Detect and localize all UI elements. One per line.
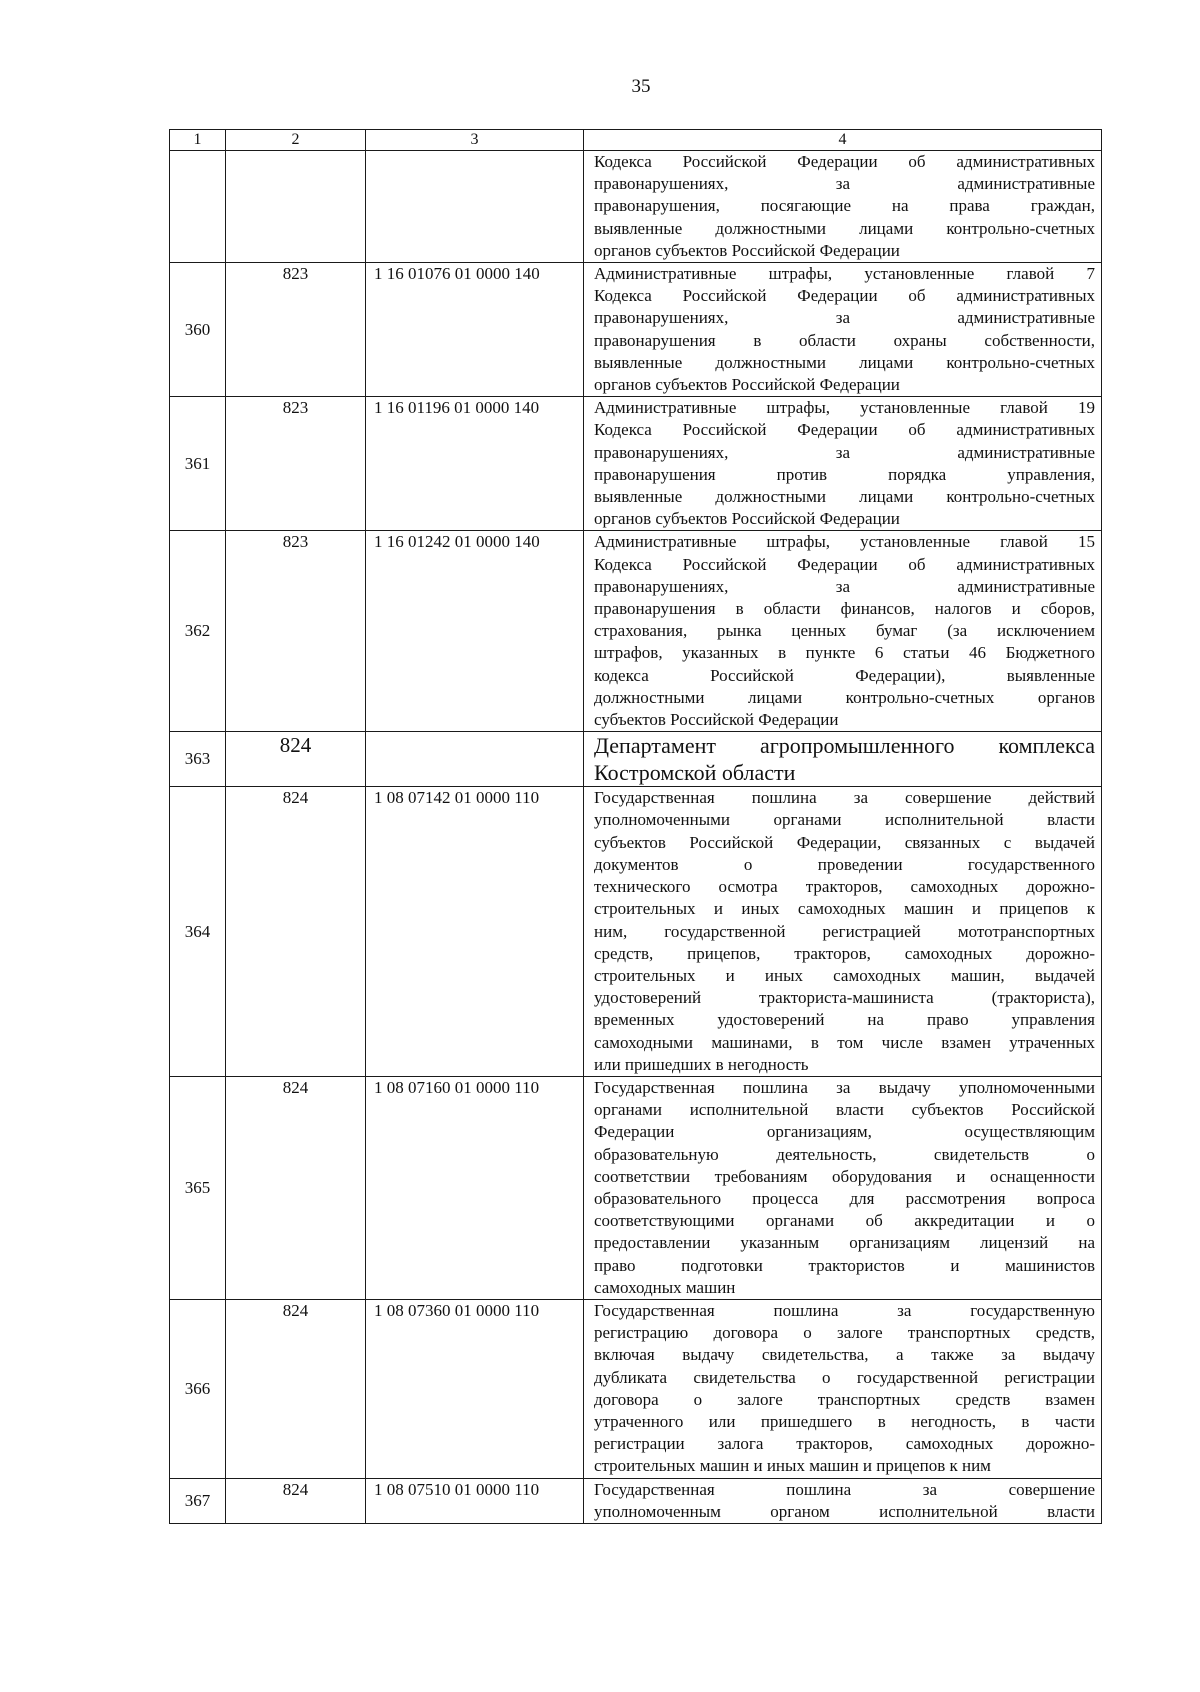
description-line: включая выдачу свидетельства, а также за выдачу <box>594 1345 1095 1365</box>
table-row <box>170 151 1102 263</box>
income-description <box>584 787 1102 1077</box>
description-line: ним, государственной регистрацией мототранспортных <box>594 921 1095 941</box>
row-number: 363 <box>170 732 226 787</box>
description-line: выявленные должностными лицами контрольно-счетных <box>594 352 1095 372</box>
table-row <box>170 531 1102 732</box>
description-line: предоставлении указанным организациям лицензий на <box>594 1233 1095 1253</box>
administrator-code: 824 <box>226 732 366 787</box>
description-line: правонарушениях, за административные <box>594 576 1095 596</box>
column-header: 4 <box>584 130 1102 151</box>
description-line: Департамент агропромышленного комплекса <box>594 733 1095 759</box>
description-line: технического осмотра тракторов, самоходных дорожно- <box>594 877 1095 897</box>
page-number: 35 <box>631 76 651 97</box>
column-header: 3 <box>366 130 584 151</box>
administrator-code: 823 <box>226 397 366 531</box>
description-line: Государственная пошлина за совершение действий <box>594 788 1095 808</box>
description-line: уполномоченными органами исполнительной власти <box>594 810 1095 830</box>
income-description <box>584 1478 1102 1523</box>
row-number: 362 <box>170 531 226 732</box>
description-line: правонарушения в области охраны собственности, <box>594 330 1095 350</box>
description-line: Федерации организациям, осуществляющим <box>594 1122 1095 1142</box>
description-line: или пришедших в негодность <box>594 1054 809 1074</box>
row-number <box>170 151 226 263</box>
income-description <box>584 397 1102 531</box>
table-header-row <box>170 130 1102 151</box>
description-line: органов субъектов Российской Федерации <box>594 375 900 395</box>
description-line: договора о залоге транспортных средств взамен <box>594 1389 1095 1409</box>
description-line: Кодекса Российской Федерации об административных <box>594 554 1095 574</box>
table-row <box>170 1299 1102 1478</box>
description-line: должностными лицами контрольно-счетных органов <box>594 687 1095 707</box>
income-description <box>584 1299 1102 1478</box>
income-description <box>584 1076 1102 1299</box>
description-line: соответствующими органами об аккредитации и о <box>594 1211 1095 1231</box>
budget-classification-code: 1 16 01242 01 0000 140 <box>366 531 584 732</box>
budget-classification-code: 1 16 01196 01 0000 140 <box>366 397 584 531</box>
description-line: Государственная пошлина за совершение <box>594 1479 1095 1499</box>
table-row <box>170 787 1102 1077</box>
income-description <box>584 151 1102 263</box>
description-line: Административные штрафы, установленные главой 19 <box>594 398 1095 418</box>
column-header: 2 <box>226 130 366 151</box>
table-row <box>170 263 1102 397</box>
table-row <box>170 397 1102 531</box>
column-header: 1 <box>170 130 226 151</box>
table-row <box>170 732 1102 787</box>
description-line: строительных и иных самоходных машин, выдачей <box>594 965 1095 985</box>
description-line: правонарушениях, за административные <box>594 442 1095 462</box>
description-line: правонарушениях, за административные <box>594 174 1095 194</box>
description-line: соответствии требованиям оборудования и оснащенности <box>594 1166 1095 1186</box>
row-number: 364 <box>170 787 226 1077</box>
description-line: право подготовки трактористов и машинистов <box>594 1255 1095 1275</box>
budget-classification-code <box>366 732 584 787</box>
description-line: Государственная пошлина за выдачу уполномоченными <box>594 1077 1095 1097</box>
income-description <box>584 531 1102 732</box>
description-line: временных удостоверений на право управления <box>594 1010 1095 1030</box>
row-number: 360 <box>170 263 226 397</box>
description-line: правонарушения против порядка управления, <box>594 464 1095 484</box>
description-line: кодекса Российской Федерации), выявленные <box>594 665 1095 685</box>
description-line: Государственная пошлина за государственную <box>594 1300 1095 1320</box>
description-line: утраченного или пришедшего в негодность, в части <box>594 1411 1095 1431</box>
administrator-code: 823 <box>226 531 366 732</box>
description-line: органов субъектов Российской Федерации <box>594 240 900 260</box>
description-line: выявленные должностными лицами контрольно-счетных <box>594 218 1095 238</box>
budget-classification-code: 1 08 07142 01 0000 110 <box>366 787 584 1077</box>
description-line: средств, прицепов, тракторов, самоходных дорожно- <box>594 943 1095 963</box>
description-line: выявленные должностными лицами контрольно-счетных <box>594 487 1095 507</box>
administrator-code: 824 <box>226 787 366 1077</box>
row-number: 366 <box>170 1299 226 1478</box>
row-number: 365 <box>170 1076 226 1299</box>
description-line: самоходными машинами, в том числе взамен утраченных <box>594 1032 1095 1052</box>
description-line: строительных и иных самоходных машин и прицепов к <box>594 899 1095 919</box>
description-line: регистрации залога тракторов, самоходных дорожно- <box>594 1434 1095 1454</box>
description-line: Кодекса Российской Федерации об административных <box>594 286 1095 306</box>
row-number: 361 <box>170 397 226 531</box>
description-line: правонарушениях, за административные <box>594 308 1095 328</box>
row-number: 367 <box>170 1478 226 1523</box>
description-line: удостоверений тракториста-машиниста (тракториста), <box>594 988 1095 1008</box>
administrator-code: 824 <box>226 1076 366 1299</box>
description-line: уполномоченным органом исполнительной власти <box>594 1501 1095 1521</box>
description-line: строительных машин и иных машин и прицепов к ним <box>594 1456 991 1476</box>
description-line: регистрацию договора о залоге транспортных средств, <box>594 1323 1095 1343</box>
budget-codes-table <box>169 129 1102 1524</box>
description-line: Административные штрафы, установленные главой 15 <box>594 532 1095 552</box>
description-line: дубликата свидетельства о государственной регистрации <box>594 1367 1095 1387</box>
description-line: органами исполнительной власти субъектов Российской <box>594 1100 1095 1120</box>
budget-classification-code <box>366 151 584 263</box>
description-line: Костромской области <box>594 760 796 786</box>
description-line: документов о проведении государственного <box>594 854 1095 874</box>
description-line: субъектов Российской Федерации <box>594 710 839 730</box>
description-line: субъектов Российской Федерации, связанных с выдачей <box>594 832 1095 852</box>
description-line: правонарушения в области финансов, налогов и сборов, <box>594 599 1095 619</box>
description-line: органов субъектов Российской Федерации <box>594 509 900 529</box>
budget-classification-code: 1 08 07510 01 0000 110 <box>366 1478 584 1523</box>
description-line: образовательного процесса для рассмотрения вопроса <box>594 1188 1095 1208</box>
budget-classification-code: 1 08 07360 01 0000 110 <box>366 1299 584 1478</box>
budget-classification-code: 1 08 07160 01 0000 110 <box>366 1076 584 1299</box>
description-line: образовательную деятельность, свидетельств о <box>594 1144 1095 1164</box>
administrator-code: 824 <box>226 1478 366 1523</box>
description-line: страхования, рынка ценных бумаг (за исключением <box>594 621 1095 641</box>
administrator-code: 823 <box>226 263 366 397</box>
table-row <box>170 1478 1102 1523</box>
description-line: правонарушения, посягающие на права граждан, <box>594 196 1095 216</box>
description-line: Административные штрафы, установленные главой 7 <box>594 264 1095 284</box>
table-row <box>170 1076 1102 1299</box>
income-description <box>584 732 1102 787</box>
administrator-code: 824 <box>226 1299 366 1478</box>
description-line: Кодекса Российской Федерации об административных <box>594 152 1095 171</box>
income-description <box>584 263 1102 397</box>
budget-classification-code: 1 16 01076 01 0000 140 <box>366 263 584 397</box>
administrator-code <box>226 151 366 263</box>
description-line: штрафов, указанных в пункте 6 статьи 46 Бюджетного <box>594 643 1095 663</box>
description-line: Кодекса Российской Федерации об административных <box>594 420 1095 440</box>
description-line: самоходных машин <box>594 1277 736 1297</box>
